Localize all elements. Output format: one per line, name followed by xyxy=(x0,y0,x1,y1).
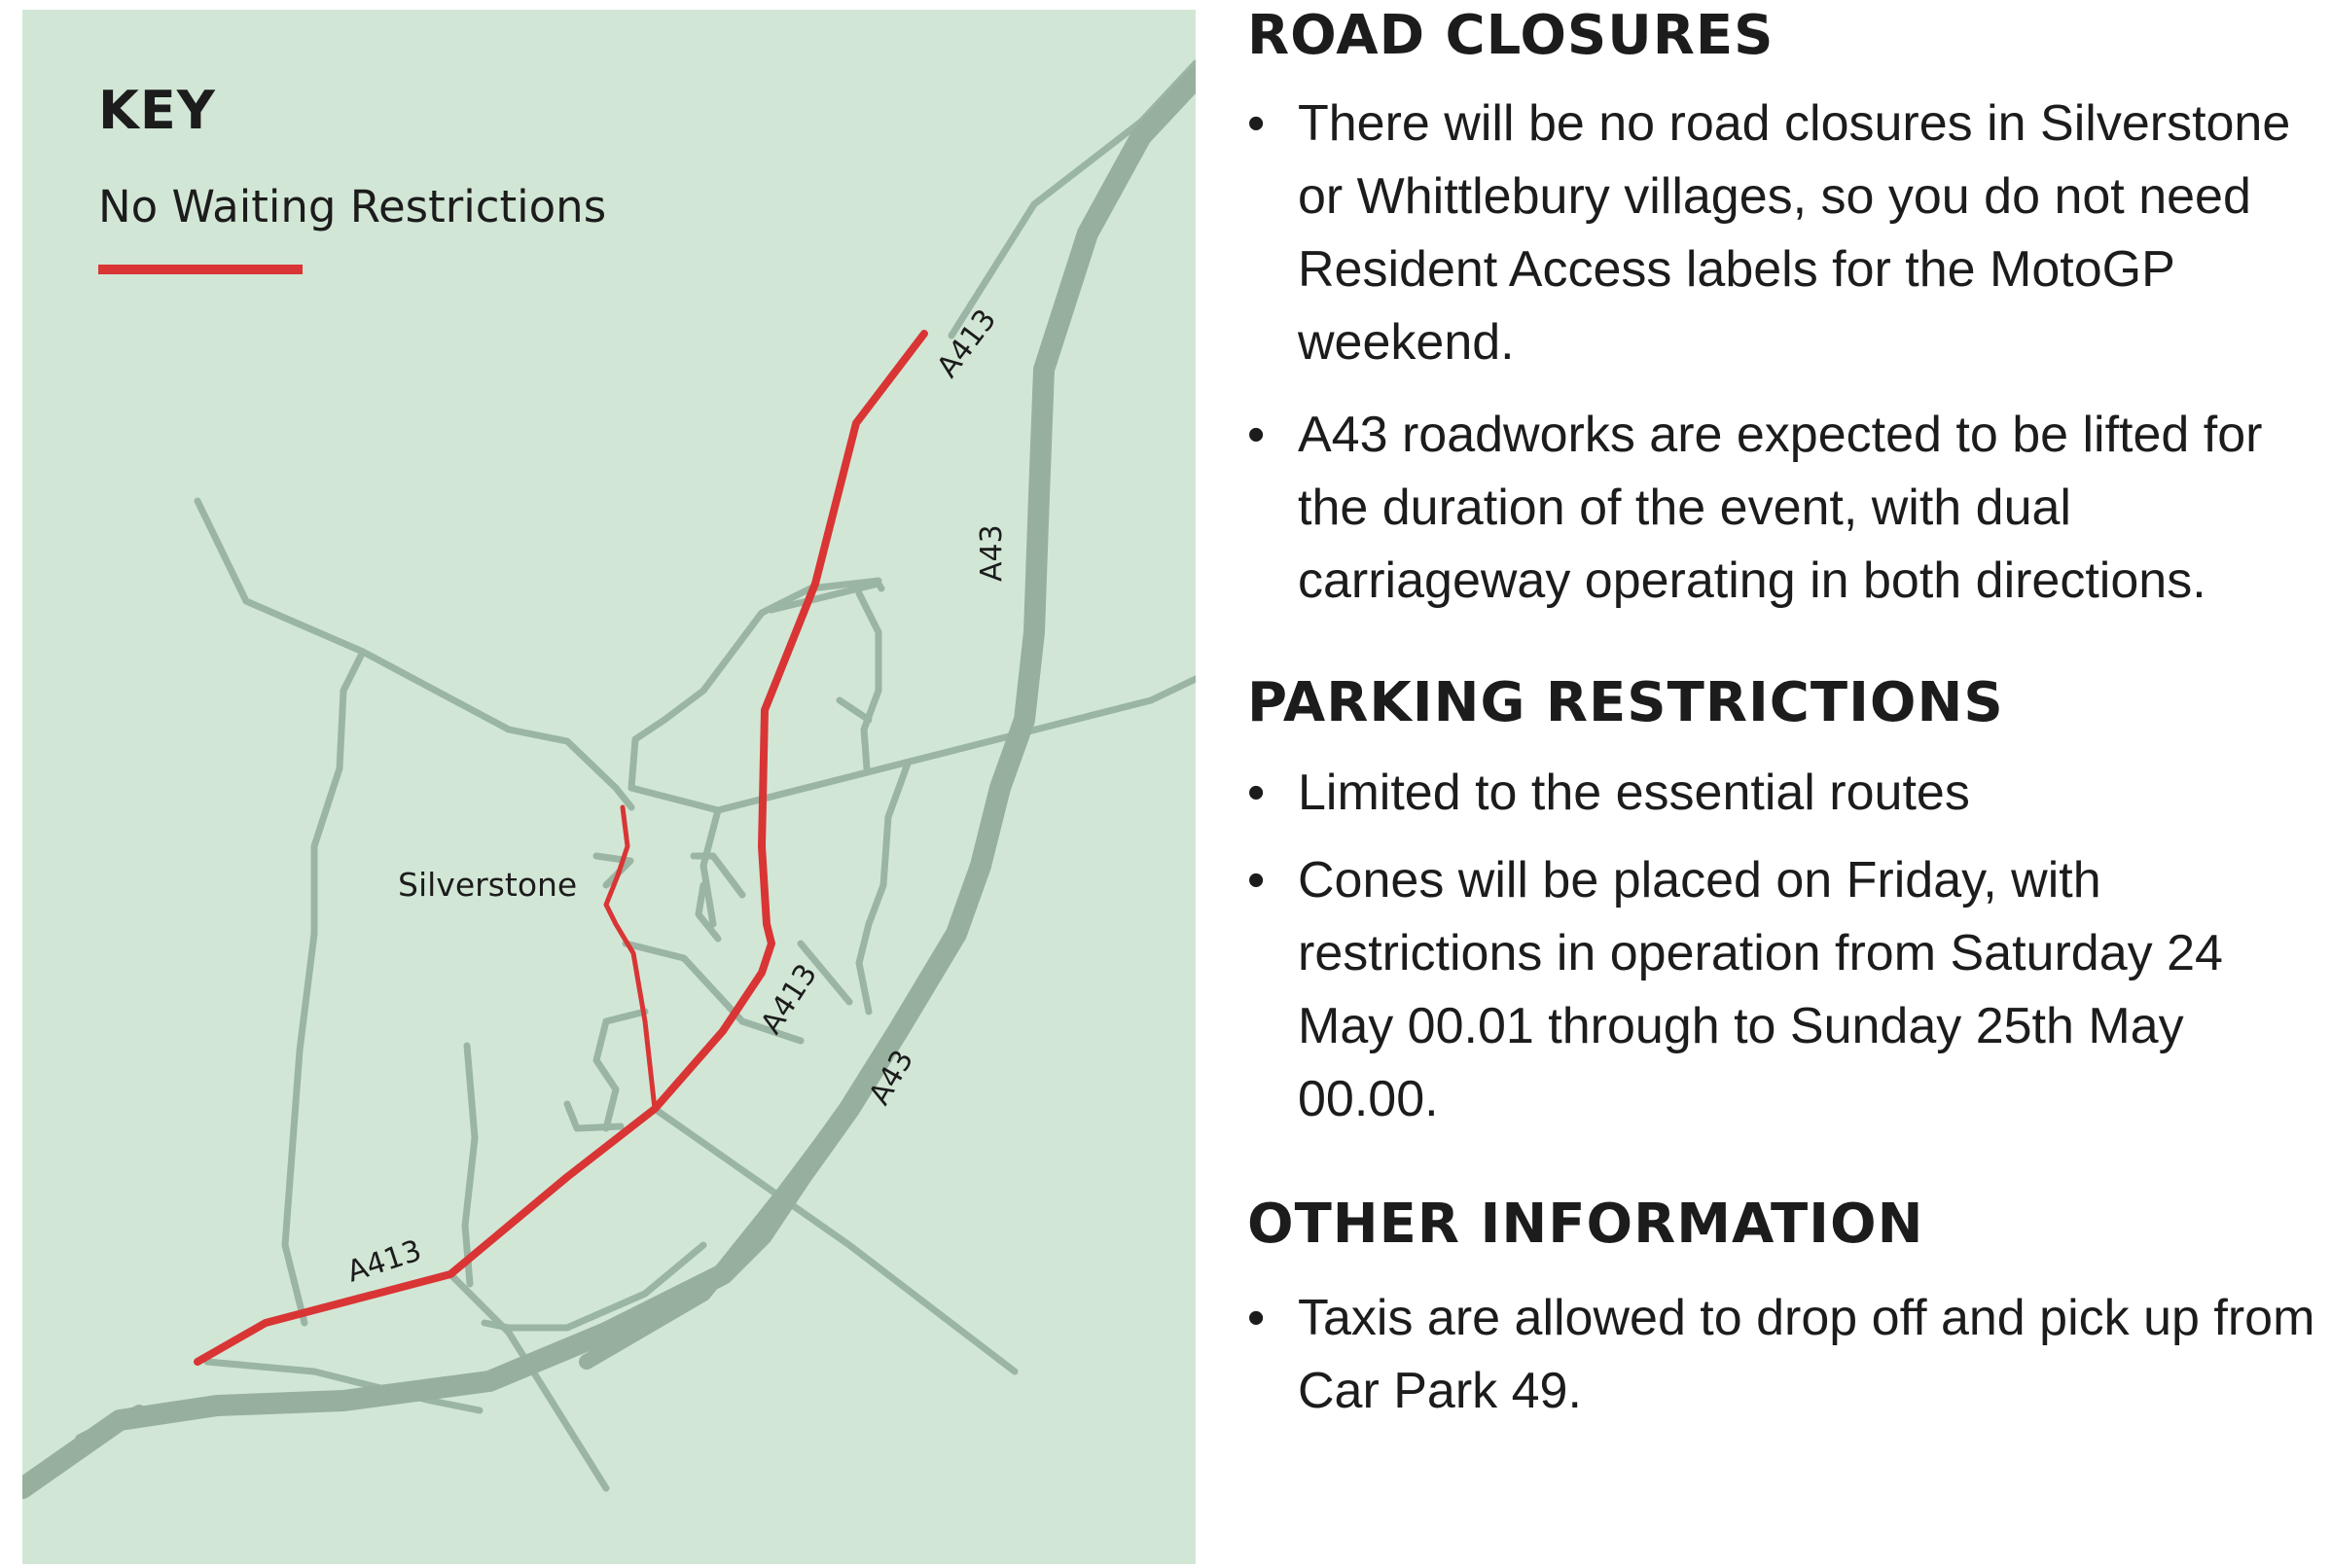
minor-road xyxy=(631,581,879,788)
a413-south-label: A413 xyxy=(342,1233,426,1290)
parking-restrictions-bullet xyxy=(1247,844,2317,1136)
restriction-routes xyxy=(197,334,924,1362)
bullet-text: Taxis are allowed to drop off and pick up from Car Park 49. xyxy=(1298,1290,2315,1419)
minor-roads xyxy=(197,63,1196,1488)
bullet-dot: • xyxy=(1247,765,1266,821)
other-information-bullet xyxy=(1247,1282,2317,1428)
minor-road xyxy=(859,593,879,768)
key-restriction-label: No Waiting Restrictions xyxy=(98,181,607,232)
key-restriction-swatch xyxy=(98,265,303,274)
minor-road xyxy=(859,764,908,1012)
bullet-dot: • xyxy=(1247,852,1266,909)
a413-centre-label: A413 xyxy=(754,958,825,1041)
road-closures-bullet xyxy=(1247,88,2317,379)
bullet-dot: • xyxy=(1247,407,1266,463)
road-closures-title: ROAD CLOSURES xyxy=(1247,4,1775,67)
minor-road xyxy=(631,679,1196,810)
bullet-text: A43 roadworks are expected to be lifted for the duration of the event, with dual carriageway operating in both directions. xyxy=(1298,407,2263,609)
bullet-text: There will be no road closures in Silverstone or Whittlebury villages, so you do not need Resident Access labels for the MotoGP weekend. xyxy=(1298,95,2291,371)
a43-south-label: A43 xyxy=(862,1044,921,1111)
minor-road xyxy=(840,700,869,720)
restriction-route-silverstone xyxy=(606,807,655,1109)
bullet-dot: • xyxy=(1247,95,1266,152)
minor-road xyxy=(703,810,718,924)
minor-road xyxy=(465,1046,475,1284)
parking-restrictions-title: PARKING RESTRICTIONS xyxy=(1247,671,2004,734)
minor-road xyxy=(655,1109,1015,1372)
restriction-route-a413 xyxy=(197,334,924,1362)
map-panel xyxy=(22,10,1196,1564)
other-information-title: OTHER INFORMATION xyxy=(1247,1193,1924,1256)
key-title: KEY xyxy=(98,80,216,141)
bullet-text: Limited to the essential routes xyxy=(1298,765,1970,821)
minor-road xyxy=(596,1012,645,1128)
minor-road xyxy=(285,652,363,1323)
map-canvas xyxy=(22,10,1196,1564)
a413-north-label: A413 xyxy=(930,303,1004,384)
bullet-dot: • xyxy=(1247,1290,1266,1346)
bullet-text: Cones will be placed on Friday, with restrictions in operation from Saturday 24 May 00.01 through to Sunday 25th May 00.00. xyxy=(1298,852,2223,1127)
a43-north-label: A43 xyxy=(975,524,1009,582)
silverstone-label: Silverstone xyxy=(398,866,578,904)
minor-road xyxy=(197,501,631,807)
parking-restrictions-bullet xyxy=(1247,757,2317,830)
road-closures-bullet xyxy=(1247,399,2317,618)
